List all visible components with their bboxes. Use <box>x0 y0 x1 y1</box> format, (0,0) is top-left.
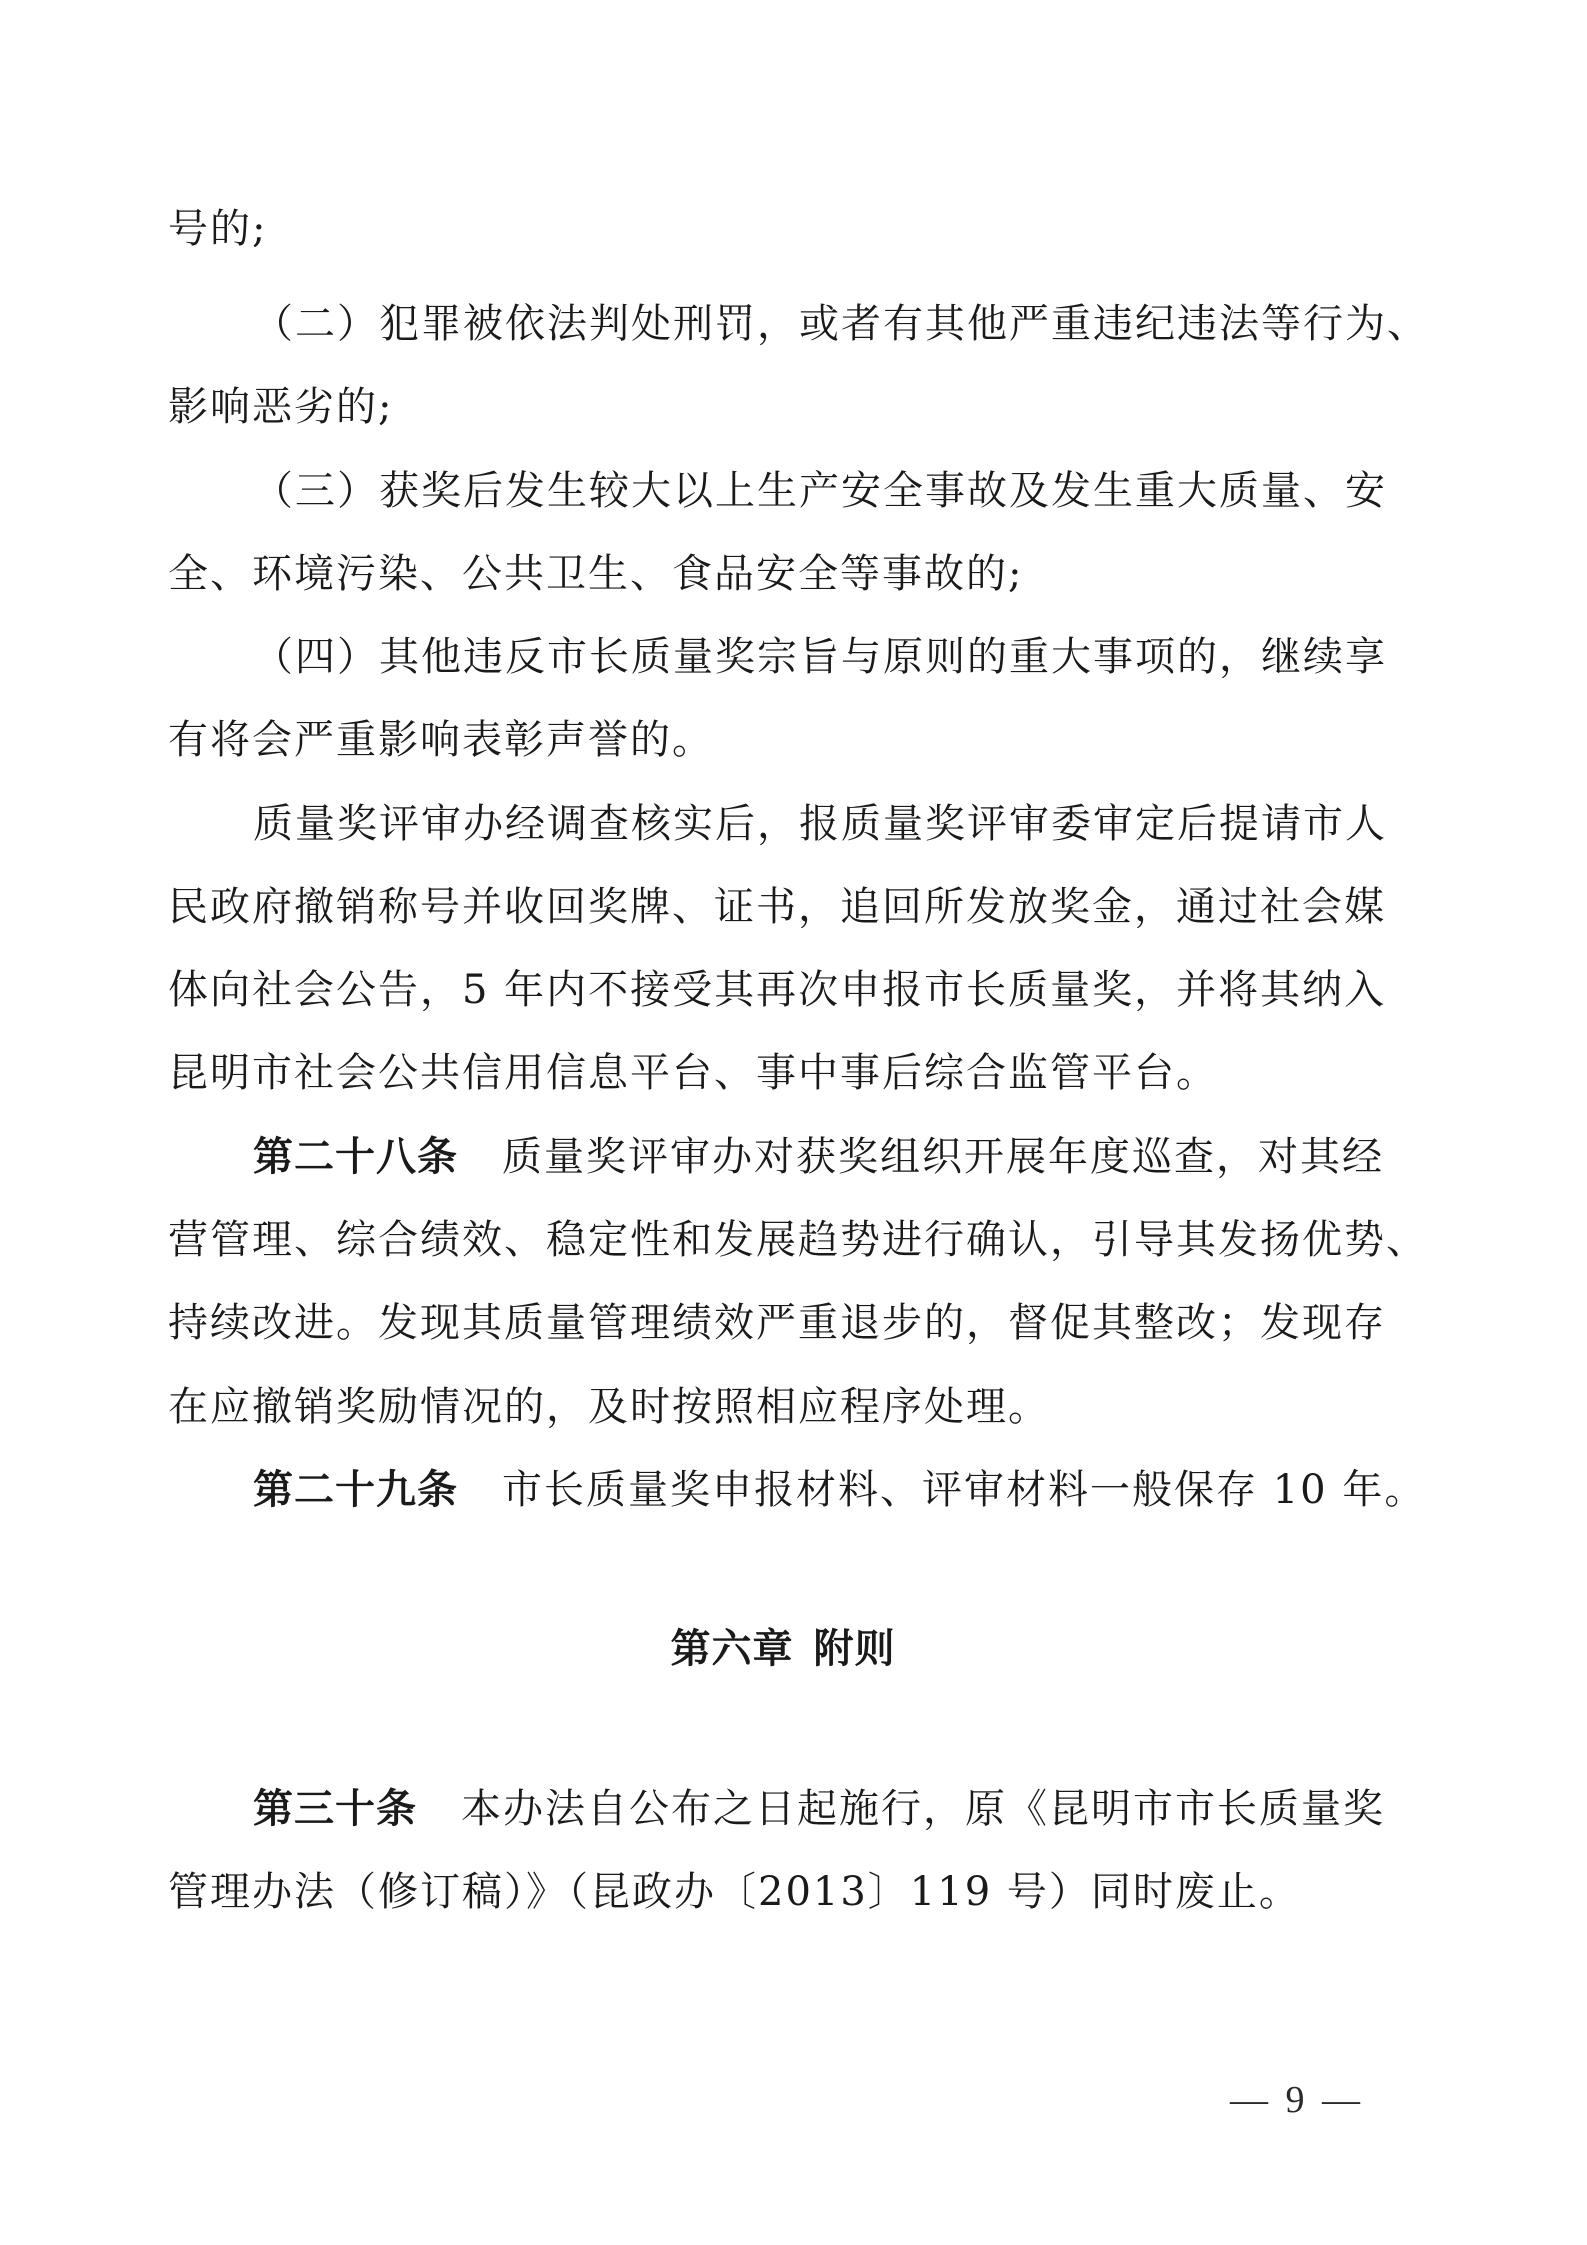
article30-line2: 管理办法（修订稿）》（昆政办〔2013〕119 号）同时废止。 <box>168 1869 1301 1915</box>
article29-text1: 市长质量奖申报材料、评审材料一般保存 10 年。 <box>502 1467 1427 1513</box>
review-line4: 昆明市社会公共信用信息平台、事中事后综合监管平台。 <box>168 1050 1218 1096</box>
chapter-number: 第六章 <box>670 1626 794 1672</box>
review-line1: 质量奖评审办经调查核实后，报质量奖评审委审定后提请市人 <box>253 801 1387 847</box>
review-line2: 民政府撤销称号并收回奖牌、证书，追回所发放奖金，通过社会媒 <box>168 884 1386 930</box>
item4-line1: （四）其他违反市长质量奖宗旨与原则的重大事项的，继续享 <box>253 634 1387 680</box>
item2-line2: 影响恶劣的; <box>168 384 394 430</box>
article29-line1 <box>253 1466 1426 1514</box>
article28-line4: 在应撤销奖励情况的，及时按照相应程序处理。 <box>168 1384 1050 1430</box>
article28-text1: 质量奖评审办对获奖组织开展年度巡查，对其经 <box>502 1134 1384 1180</box>
article29-title: 第二十九条 <box>253 1467 458 1513</box>
article30-text1: 本办法自公布之日起施行，原《昆明市市长质量奖 <box>461 1786 1385 1832</box>
item4-line2: 有将会严重影响表彰声誉的。 <box>168 717 714 763</box>
item3-line2: 全、环境污染、公共卫生、食品安全等事故的; <box>168 551 1024 597</box>
page-number: — 9 — <box>1230 2079 1364 2121</box>
review-line3: 体向社会公告，5 年内不接受其再次申报市长质量奖，并将其纳入 <box>168 967 1387 1013</box>
article28-line1 <box>253 1133 1384 1181</box>
article30-title: 第三十条 <box>253 1786 417 1832</box>
chapter-heading <box>168 1625 1398 1673</box>
item3-line1: （三）获奖后发生较大以上生产安全事故及发生重大质量、安 <box>253 468 1387 514</box>
item1-tail: 号的; <box>168 206 268 252</box>
item2-line1: （二）犯罪被依法判处刑罚，或者有其他严重违纪违法等行为、 <box>253 301 1429 347</box>
article30-line1 <box>253 1785 1385 1833</box>
chapter-name: 附则 <box>813 1626 896 1672</box>
article28-line2: 营管理、综合绩效、稳定性和发展趋势进行确认，引导其发扬优势、 <box>168 1217 1428 1263</box>
article28-title: 第二十八条 <box>253 1134 458 1180</box>
article28-line3: 持续改进。发现其质量管理绩效严重退步的，督促其整改；发现存 <box>168 1300 1386 1346</box>
